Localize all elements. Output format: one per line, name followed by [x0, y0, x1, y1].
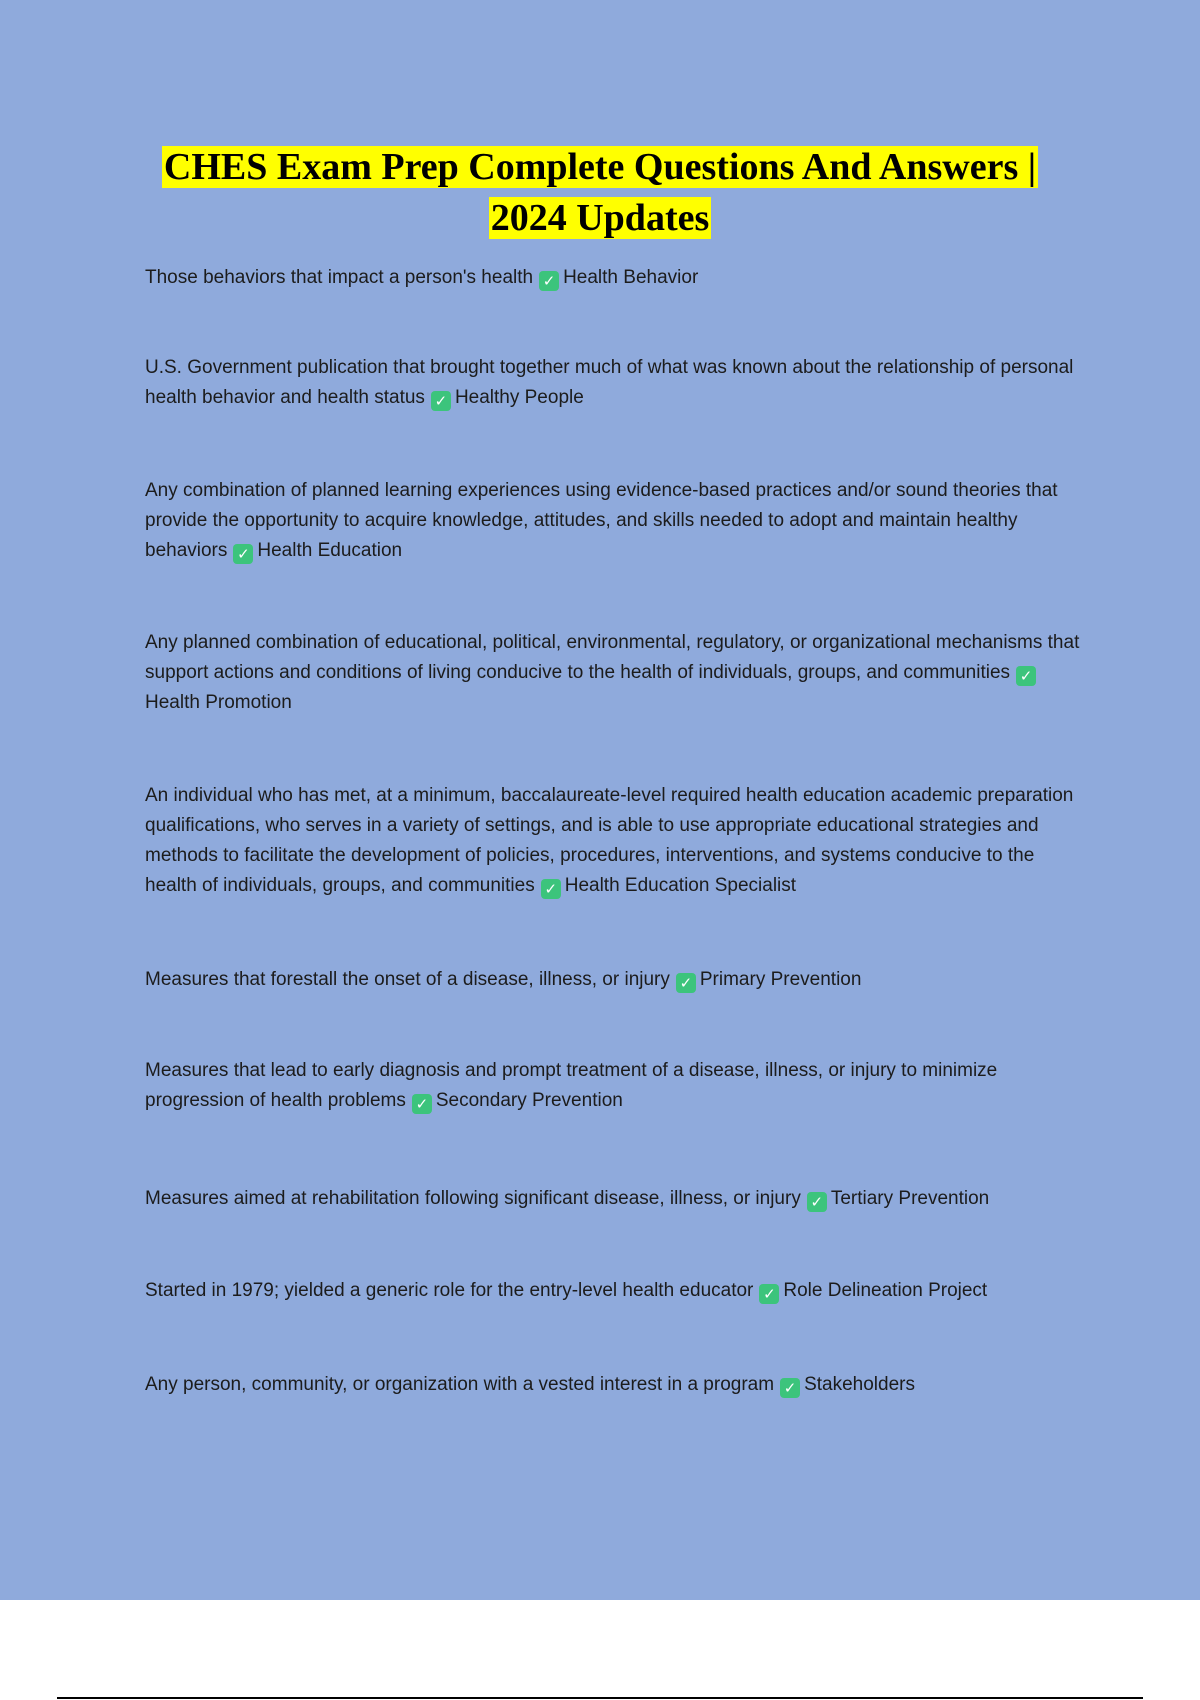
qa-item-secondary-prevention [145, 1056, 1090, 1116]
checkmark-icon: ✓ [412, 1094, 432, 1114]
checkmark-icon: ✓ [807, 1192, 827, 1212]
question-text: Measures that forestall the onset of a disease, illness, or injury [145, 969, 670, 990]
answer-text: Role Delineation Project [783, 1280, 988, 1301]
checkmark-icon: ✓ [780, 1378, 800, 1398]
answer-text: Secondary Prevention [435, 1090, 623, 1111]
question-text: Measures aimed at rehabilitation following significant disease, illness, or injury [145, 1188, 801, 1209]
qa-item-tertiary-prevention [145, 1184, 1090, 1214]
checkmark-icon: ✓ [541, 879, 561, 899]
qa-item-health-behavior [145, 263, 1090, 293]
qa-item-primary-prevention [145, 965, 1090, 995]
question-text: Any person, community, or organization with a vested interest in a program [145, 1374, 775, 1395]
qa-item-healthy-people [145, 353, 1090, 413]
qa-item-health-education-specialist [145, 781, 1090, 901]
question-text: An individual who has met, at a minimum, baccalaureate-level required health education academic preparation qualifications, who serves in a variety of settings, and is able to use appropriate educational strategies and methods to facilitate the development of policies, procedures, interventions, and systems conducive to the health of individuals, groups, and communities [145, 785, 1074, 896]
question-text: Those behaviors that impact a person's health [145, 267, 534, 288]
checkmark-icon: ✓ [233, 544, 253, 564]
answer-text: Primary Prevention [699, 969, 862, 990]
question-text: Any combination of planned learning experiences using evidence-based practices and/or sound theories that provide the opportunity to acquire knowledge, attitudes, and skills needed to adopt and maintain healthy behaviors [145, 480, 1058, 561]
footer-divider [57, 1697, 1143, 1699]
checkmark-icon: ✓ [1016, 666, 1036, 686]
page-title [120, 142, 1080, 244]
answer-text: Healthy People [454, 387, 584, 408]
qa-item-health-education [145, 476, 1090, 566]
qa-item-health-promotion [145, 628, 1090, 718]
checkmark-icon: ✓ [676, 973, 696, 993]
title-line-1: CHES Exam Prep Complete Questions And Answers | [163, 146, 1037, 188]
qa-item-stakeholders [145, 1370, 1090, 1400]
answer-text: Health Education Specialist [564, 875, 797, 896]
question-text: Any planned combination of educational, political, environmental, regulatory, or organizational mechanisms that support actions and conditions of living conducive to the health of individuals, groups, and communities [145, 632, 1080, 683]
question-text: Started in 1979; yielded a generic role for the entry-level health educator [145, 1280, 754, 1301]
title-line-2: 2024 Updates [490, 197, 710, 239]
answer-text: Tertiary Prevention [830, 1188, 990, 1209]
question-text: Measures that lead to early diagnosis and prompt treatment of a disease, illness, or injury to minimize progression of health problems [145, 1060, 998, 1111]
checkmark-icon: ✓ [539, 271, 559, 291]
checkmark-icon: ✓ [431, 391, 451, 411]
answer-text: Health Promotion [145, 692, 292, 713]
checkmark-icon: ✓ [759, 1284, 779, 1304]
answer-text: Health Behavior [563, 267, 699, 288]
question-text: U.S. Government publication that brought together much of what was known about the relationship of personal health behavior and health status [145, 357, 1074, 408]
answer-text: Stakeholders [804, 1374, 915, 1395]
qa-item-role-delineation-project [145, 1276, 1090, 1306]
answer-text: Health Education [257, 540, 403, 561]
